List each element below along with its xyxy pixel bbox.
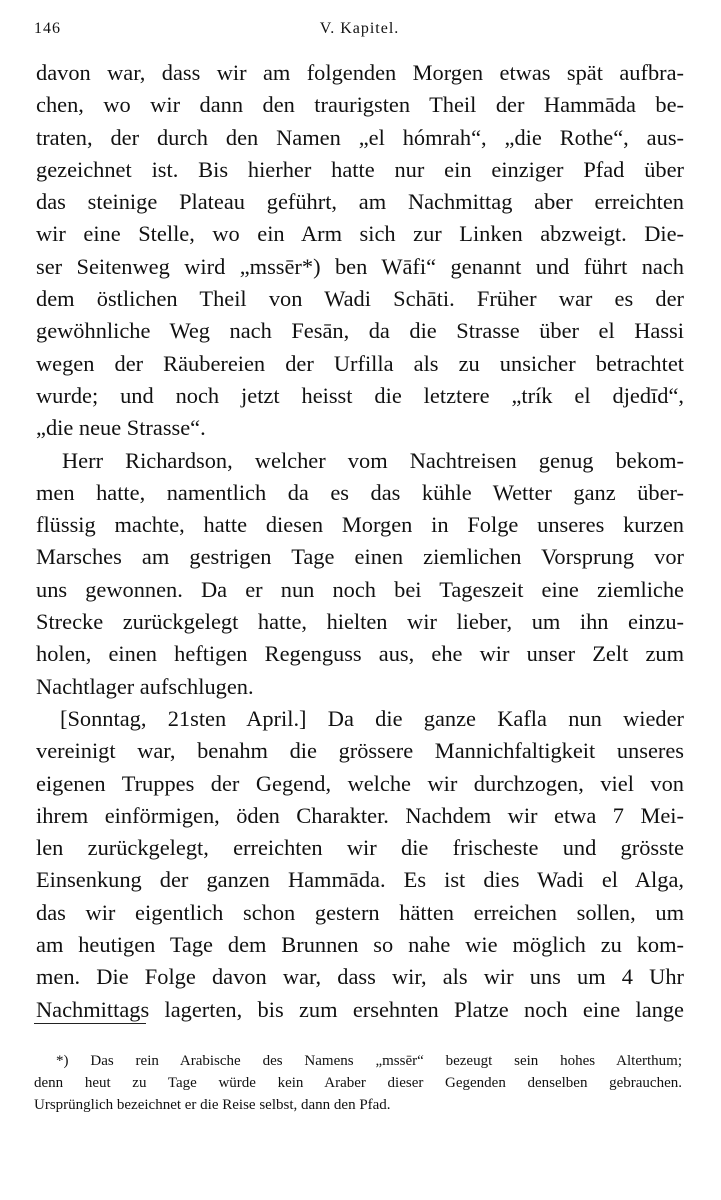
footnote-line: *) Das rein Arabische des Namens „mssēr“ bezeugt sein hohes Alterthum; (56, 1053, 682, 1069)
text-line: len zurückgelegt, erreichten wir die frischeste und grösste (36, 835, 684, 861)
page-header (34, 16, 685, 46)
footnote-line: denn heut zu Tage würde kein Araber dieser Gegenden denselben gebrauchen. (34, 1075, 682, 1091)
footnote-line: Ursprünglich bezeichnet er die Reise selbst, dann den Pfad. (34, 1097, 391, 1113)
dated-paragraph-line: [Sonntag, 21sten April.] Da die ganze Kafla nun wieder (60, 705, 684, 731)
text-line: gewöhnliche Weg nach Fesān, da die Strasse über el Hassi (36, 318, 684, 344)
running-head: V. Kapitel. (319, 20, 400, 37)
text-line: vereinigt war, benahm die grössere Mannichfaltigkeit unseres (36, 738, 684, 764)
text-line: Marsches am gestrigen Tage einen ziemlichen Vorsprung vor (36, 544, 684, 570)
footnote (34, 1050, 682, 1116)
paragraph-start-line: Herr Richardson, welcher vom Nachtreisen genug bekom- (62, 447, 684, 473)
text-line: ser Seitenweg wird „mssēr*) ben Wāfi“ genannt und führt nach (36, 253, 684, 279)
text-line: traten, der durch den Namen „el hómrah“, „die Rothe“, aus- (36, 124, 684, 150)
text-line: Nachtlager aufschlugen. (36, 673, 254, 699)
text-line: men. Die Folge davon war, dass wir, als wir uns um 4 Uhr (36, 964, 684, 990)
footnote-divider (34, 1023, 146, 1024)
text-line: uns gewonnen. Da er nun noch bei Tageszeit eine ziemliche (36, 576, 684, 602)
text-line: das wir eigentlich schon gestern hätten erreichen sollen, um (36, 899, 684, 925)
text-line: eigenen Truppes der Gegend, welche wir durchzogen, viel von (36, 770, 684, 796)
text-line: holen, einen heftigen Regenguss aus, ehe wir unser Zelt zum (36, 641, 684, 667)
text-line: Nachmittags lagerten, bis zum ersehnten Platze noch eine lange (36, 996, 684, 1022)
text-line: gezeichnet ist. Bis hierher hatte nur ein einziger Pfad über (36, 156, 684, 182)
text-line: Strecke zurückgelegt hatte, hielten wir lieber, um ihn einzu- (36, 609, 684, 635)
text-line: wir eine Stelle, wo ein Arm sich zur Linken abzweigt. Die- (36, 221, 684, 247)
body-text (36, 57, 684, 1026)
text-line: wegen der Räubereien der Urfilla als zu unsicher betrachtet (36, 350, 684, 376)
text-line: ihrem einförmigen, öden Charakter. Nachdem wir etwa 7 Mei- (36, 802, 684, 828)
text-line: wurde; und noch jetzt heisst die letztere „trík el djedīd“, (36, 382, 684, 408)
text-line: „die neue Strasse“. (36, 415, 206, 441)
text-line: das steinige Plateau geführt, am Nachmittag aber erreichten (36, 189, 684, 215)
text-line: am heutigen Tage dem Brunnen so nahe wie möglich zu kom- (36, 932, 684, 958)
text-line: Einsenkung der ganzen Hammāda. Es ist dies Wadi el Alga, (36, 867, 684, 893)
text-line: men hatte, namentlich da es das kühle Wetter ganz über- (36, 479, 684, 505)
text-line: dem östlichen Theil von Wadi Schāti. Früher war es der (36, 286, 684, 312)
text-line: flüssig machte, hatte diesen Morgen in Folge unseres kurzen (36, 512, 684, 538)
text-line: chen, wo wir dann den traurigsten Theil der Hammāda be- (36, 92, 684, 118)
page-number: 146 (34, 20, 61, 37)
text-line: davon war, dass wir am folgenden Morgen etwas spät aufbra- (36, 60, 684, 85)
